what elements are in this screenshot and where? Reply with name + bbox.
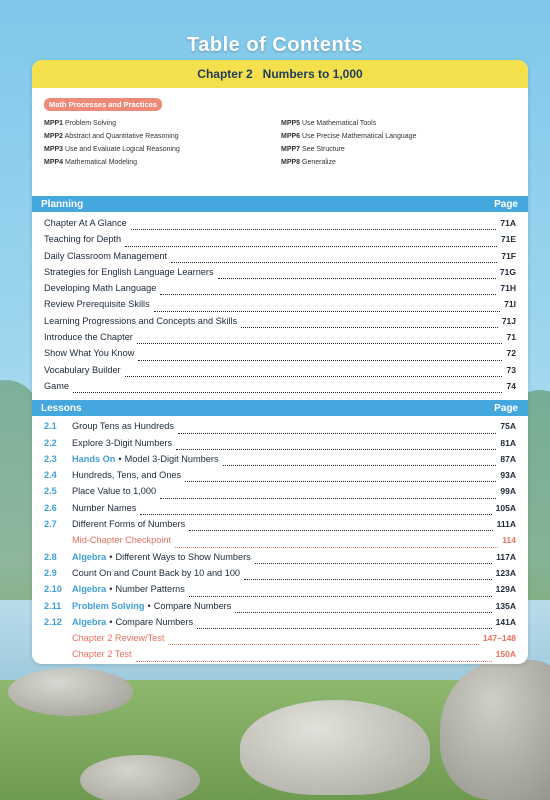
lesson-number: 2.12 — [44, 616, 62, 627]
toc-entry-page: 71J — [501, 315, 516, 326]
lesson-entry[interactable] — [44, 601, 516, 617]
lesson-title — [72, 503, 136, 513]
lesson-title-text: Count On and Count Back by 10 and 100 — [72, 567, 241, 578]
lesson-title — [72, 584, 185, 594]
lesson-title — [72, 535, 171, 545]
dot-leader — [137, 343, 502, 344]
lesson-title-text: Chapter 2 Review/Test — [72, 633, 165, 644]
lesson-page: 111A — [496, 519, 516, 530]
toc-entry-page: 71A — [500, 218, 516, 228]
toc-entry[interactable] — [44, 283, 516, 299]
toc-entry-label: Game — [44, 380, 70, 391]
toc-entry[interactable] — [44, 332, 516, 348]
math-practices-left-column — [44, 117, 281, 169]
toc-entry-label: Daily Classroom Management — [44, 250, 168, 261]
dot-leader — [136, 661, 492, 662]
lesson-number: 2.4 — [44, 470, 57, 481]
lesson-title-text: Model 3-Digit Numbers — [124, 453, 219, 464]
lessons-title: Lessons — [41, 402, 82, 414]
lesson-entry[interactable] — [44, 438, 516, 454]
lesson-page: 75A — [500, 421, 516, 432]
math-practice-text: Use Mathematical Tools — [302, 120, 377, 127]
dot-leader — [223, 465, 497, 466]
dot-leader — [178, 433, 496, 434]
math-practice-code: MPP7 — [281, 146, 301, 153]
lesson-title — [72, 649, 132, 659]
lesson-number: 2.3 — [44, 453, 57, 464]
toc-entry-page: 71F — [501, 250, 516, 261]
dot-leader — [125, 246, 497, 247]
lesson-entry[interactable] — [44, 649, 516, 664]
dot-leader — [175, 547, 498, 548]
toc-entry[interactable] — [44, 381, 516, 397]
lessons-header — [32, 400, 528, 416]
lesson-strand-tag: Algebra — [72, 551, 107, 562]
dot-leader — [138, 360, 502, 361]
toc-entry-page: 72 — [506, 348, 516, 359]
math-practice-text: Mathematical Modeling — [65, 159, 137, 166]
lesson-title — [72, 552, 251, 562]
math-practice-text: Abstract and Quantitative Reasoning — [64, 133, 179, 140]
math-practice-code: MPP1 — [44, 120, 64, 127]
lesson-number: 2.6 — [44, 502, 57, 513]
lesson-entry[interactable] — [44, 617, 516, 633]
dot-leader — [244, 579, 492, 580]
math-practice-item — [281, 143, 518, 156]
dot-leader — [189, 596, 492, 597]
toc-entry-page: 71H — [500, 283, 516, 294]
lesson-title — [72, 633, 164, 643]
bullet-separator: • — [109, 584, 113, 595]
toc-entry-page: 71 — [506, 332, 516, 343]
lesson-entry[interactable] — [44, 633, 516, 649]
math-practice-code: MPP5 — [281, 120, 301, 127]
dot-leader — [176, 449, 496, 450]
lesson-page: 99A — [500, 486, 516, 497]
math-practice-code: MPP8 — [281, 159, 301, 166]
lesson-strand-tag: Problem Solving — [72, 600, 145, 611]
math-practice-text: Generalize — [302, 159, 336, 166]
dot-leader — [185, 481, 496, 482]
lesson-page: 117A — [496, 551, 516, 562]
dot-leader — [189, 530, 492, 531]
toc-entry-page: 71G — [499, 266, 516, 277]
math-practice-text: Use Precise Mathematical Language — [302, 133, 417, 140]
bullet-separator: • — [147, 600, 151, 611]
math-practice-item — [281, 156, 518, 169]
dot-leader — [125, 376, 502, 377]
dot-leader — [73, 392, 502, 393]
toc-entry-page: 71I — [504, 299, 516, 310]
dot-leader — [160, 294, 496, 295]
planning-header — [32, 196, 528, 212]
dot-leader — [218, 278, 496, 279]
dot-leader — [235, 612, 491, 613]
lesson-entry[interactable] — [44, 535, 516, 551]
lesson-title — [72, 519, 185, 529]
lesson-entry[interactable] — [44, 584, 516, 600]
lesson-title-text: Number Patterns — [115, 584, 185, 595]
toc-entry-label: Review Prerequisite Skills — [44, 299, 150, 310]
lesson-number: 2.5 — [44, 486, 57, 497]
background-rock — [8, 668, 133, 716]
lesson-number: 2.9 — [44, 567, 57, 578]
toc-entry-page: 73 — [506, 364, 516, 375]
lesson-entry[interactable] — [44, 470, 516, 486]
dot-leader — [154, 311, 500, 312]
lesson-title — [72, 601, 231, 611]
lesson-title-text: Group Tens as Hundreds — [72, 421, 174, 432]
dot-leader — [197, 628, 492, 629]
math-practices-right-column — [281, 117, 518, 169]
lesson-entry[interactable] — [44, 503, 516, 519]
background-rock — [80, 755, 200, 800]
lesson-title — [72, 438, 172, 448]
dot-leader — [168, 644, 478, 645]
toc-entry-label: Chapter At A Glance — [44, 218, 127, 228]
lesson-page: 81A — [500, 437, 516, 448]
math-practice-code: MPP2 — [44, 133, 64, 140]
planning-page-header: Page — [494, 198, 518, 210]
lesson-page: 123A — [495, 567, 516, 578]
lesson-entry[interactable] — [44, 519, 516, 535]
background-rock — [240, 700, 430, 795]
toc-entry-label: Teaching for Depth — [44, 234, 122, 245]
dot-leader — [255, 563, 492, 564]
lesson-page: 129A — [495, 584, 516, 595]
lesson-page: 135A — [495, 600, 516, 611]
math-practice-item — [44, 130, 281, 143]
contents-card — [32, 60, 528, 664]
lesson-title-text: Place Value to 1,000 — [72, 486, 157, 497]
math-practice-item — [44, 143, 281, 156]
chapter-banner — [32, 60, 528, 88]
lesson-title-text: Number Names — [72, 502, 137, 513]
lesson-number: 2.10 — [44, 584, 62, 595]
toc-entry[interactable] — [44, 234, 516, 250]
toc-entry[interactable] — [44, 299, 516, 315]
toc-entry[interactable] — [44, 365, 516, 381]
lesson-title — [72, 454, 219, 464]
planning-list — [32, 212, 528, 400]
lesson-title-text: Compare Numbers — [153, 600, 232, 611]
planning-title: Planning — [41, 198, 84, 210]
lesson-strand-tag: Hands On — [72, 453, 116, 464]
math-practice-item — [44, 117, 281, 130]
toc-entry[interactable] — [44, 316, 516, 332]
dot-leader — [140, 514, 491, 515]
toc-entry-label: Strategies for English Language Learners — [44, 266, 214, 277]
lesson-number: 2.7 — [44, 519, 57, 530]
lesson-strand-tag: Algebra — [72, 584, 107, 595]
math-practice-text: See Structure — [302, 146, 345, 153]
lesson-page: 141A — [495, 616, 516, 627]
lesson-title-text: Explore 3-Digit Numbers — [72, 437, 173, 448]
toc-entry[interactable] — [44, 267, 516, 283]
chapter-name: Numbers to 1,000 — [262, 67, 363, 81]
dot-leader — [171, 262, 497, 263]
lesson-title-text: Mid-Chapter Checkpoint — [72, 535, 172, 546]
math-practice-text: Problem Solving — [65, 120, 116, 127]
lesson-title — [72, 617, 193, 627]
math-practice-code: MPP3 — [44, 146, 64, 153]
page-title: Table of Contents — [187, 34, 363, 56]
lesson-title — [72, 568, 240, 578]
dot-leader — [160, 498, 496, 499]
toc-entry-label: Introduce the Chapter — [44, 332, 133, 343]
toc-entry-page: 71E — [500, 234, 516, 245]
lesson-number: 2.2 — [44, 437, 57, 448]
lessons-list — [32, 416, 528, 664]
lesson-entry[interactable] — [44, 421, 516, 437]
lesson-page: 150A — [495, 649, 516, 660]
math-practice-item — [44, 156, 281, 169]
dot-leader — [131, 229, 497, 230]
lesson-title-text: Different Ways to Show Numbers — [115, 551, 251, 562]
math-practice-text: Use and Evaluate Logical Reasoning — [65, 146, 180, 153]
bullet-separator: • — [118, 453, 122, 464]
lesson-page: 105A — [495, 502, 516, 513]
math-practice-item — [281, 130, 518, 143]
math-practice-item — [281, 117, 518, 130]
lesson-title-text: Hundreds, Tens, and Ones — [72, 470, 182, 481]
lesson-number: 2.11 — [44, 600, 62, 611]
lesson-title — [72, 470, 181, 480]
math-practice-code: MPP4 — [44, 159, 64, 166]
lesson-page: 114 — [502, 535, 516, 546]
lesson-number: 2.1 — [44, 421, 57, 432]
math-practice-code: MPP6 — [281, 133, 301, 140]
lesson-title — [72, 486, 156, 496]
math-practices-tag: Math Processes and Practices — [44, 98, 162, 111]
toc-entry-label: Show What You Know — [44, 348, 135, 359]
lesson-title-text: Chapter 2 Test — [72, 649, 132, 660]
toc-entry-label: Developing Math Language — [44, 283, 157, 294]
toc-entry-label: Learning Progressions and Concepts and Skills — [44, 315, 238, 326]
lesson-strand-tag: Algebra — [72, 616, 107, 627]
lesson-number: 2.8 — [44, 551, 57, 562]
lesson-page: 147–148 — [482, 633, 516, 644]
lesson-title-text: Different Forms of Numbers — [72, 519, 186, 530]
math-practices-section — [32, 88, 528, 196]
lesson-entry[interactable] — [44, 568, 516, 584]
lesson-page: 87A — [500, 453, 516, 464]
dot-leader — [241, 327, 498, 328]
lesson-page: 93A — [500, 470, 516, 481]
lesson-title-text: Compare Numbers — [115, 616, 194, 627]
bullet-separator: • — [109, 616, 113, 627]
chapter-label: Chapter 2 — [197, 67, 253, 81]
lesson-entry[interactable] — [44, 486, 516, 502]
toc-entry[interactable] — [44, 251, 516, 267]
toc-entry-label: Vocabulary Builder — [44, 364, 121, 375]
toc-entry[interactable] — [44, 348, 516, 364]
toc-entry-page: 74 — [506, 380, 516, 391]
lesson-entry[interactable] — [44, 454, 516, 470]
lesson-title — [72, 421, 174, 431]
bullet-separator: • — [109, 551, 113, 562]
toc-entry[interactable] — [44, 218, 516, 234]
lessons-page-header: Page — [494, 402, 518, 414]
lesson-entry[interactable] — [44, 552, 516, 568]
